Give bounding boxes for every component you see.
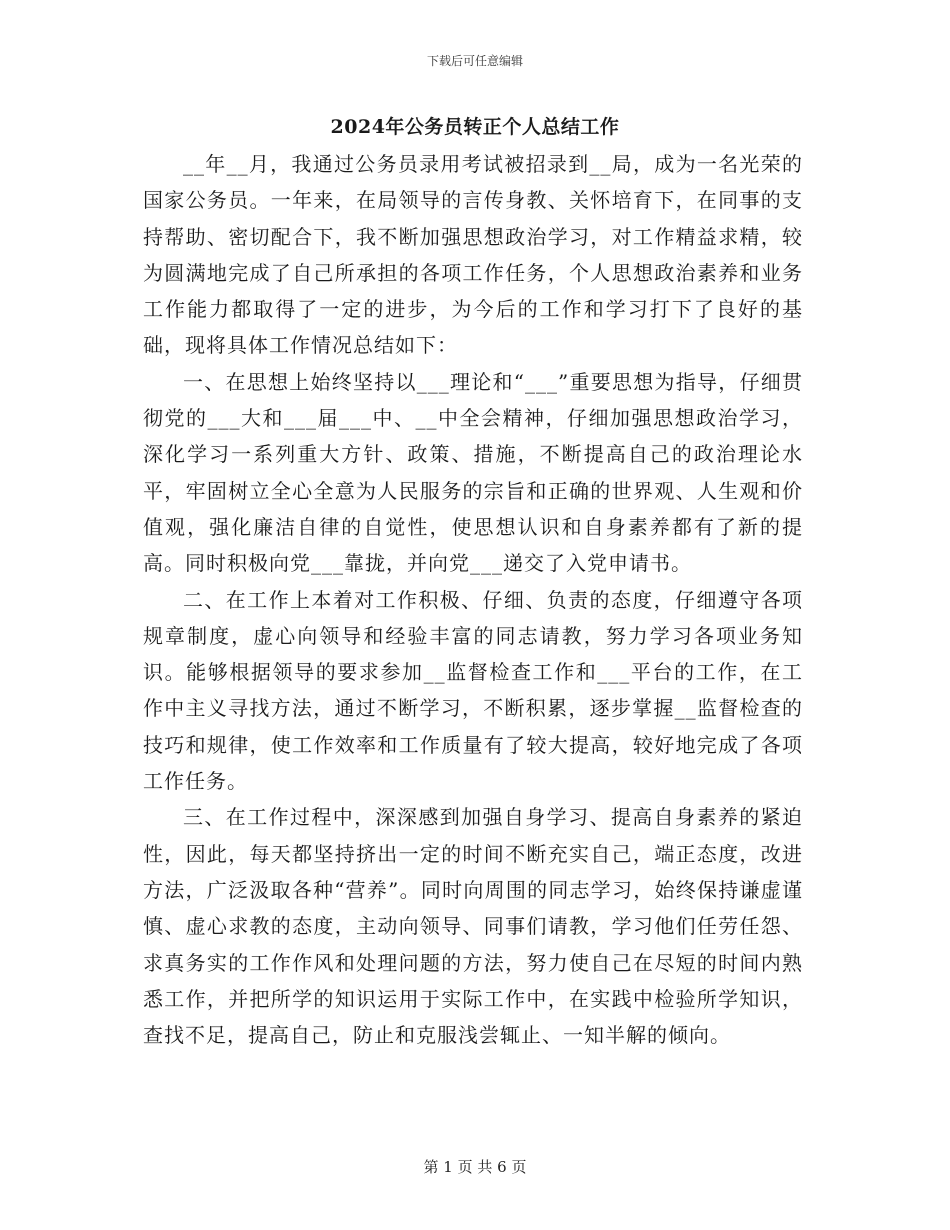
document-body xyxy=(143,146,803,1053)
paragraph-section-3: 三、在工作过程中，深深感到加强自身学习、提高自身素养的紧迫性，因此，每天都坚持挤出一定的时间不断充实自己，端正态度，改进方法，广泛汲取各种“营养”。同时向周围的同志学习，始终保持谦虚谨慎、虚心求教的态度，主动向领导、同事们请教，学习他们任劳任怨、求真务实的工作作风和处理问题的方法，努力使自己在尽短的时间内熟悉工作，并把所学的知识运用于实际工作中，在实践中检验所学知识，查找不足，提高自己，防止和克服浅尝辄止、一知半解的倾向。 xyxy=(143,805,803,1048)
document-title: 2024年公务员转正个人总结工作 xyxy=(330,116,620,138)
paragraph-intro: __年__月，我通过公务员录用考试被招录到__局，成为一名光荣的国家公务员。一年来，在局领导的言传身教、关怀培育下，在同事的支持帮助、密切配合下，我不断加强思想政治学习，对工作精益求精，较为圆满地完成了自己所承担的各项工作任务，个人思想政治素养和业务工作能力都取得了一定的进步，为今后的工作和学习打下了良好的基础，现将具体工作情况总结如下： xyxy=(143,152,803,358)
header-note: 下载后可任意编辑 xyxy=(426,54,523,68)
paragraph-section-1: 一、在思想上始终坚持以___理论和“___”重要思想为指导，仔细贯彻党的___大和___届___中、__中全会精神，仔细加强思想政治学习，深化学习一系列重大方针、政策、措施，不断提高自己的政治理论水平，牢固树立全心全意为人民服务的宗旨和正确的世界观、人生观和价值观，强化廉洁自律的自觉性，使思想认识和自身素养都有了新的提高。同时积极向党___靠拢，并向党___递交了入党申请书。 xyxy=(143,369,803,576)
page-number: 第 1 页 共 6 页 xyxy=(423,1158,527,1176)
paragraph-section-2: 二、在工作上本着对工作积极、仔细、负责的态度，仔细遵守各项规章制度，虚心向领导和经验丰富的同志请教，努力学习各项业务知识。能够根据领导的要求参加__监督检查工作和___平台的工作，在工作中主义寻找方法，通过不断学习，不断积累，逐步掌握__监督检查的技巧和规律，使工作效率和工作质量有了较大提高，较好地完成了各项工作任务。 xyxy=(143,587,803,794)
